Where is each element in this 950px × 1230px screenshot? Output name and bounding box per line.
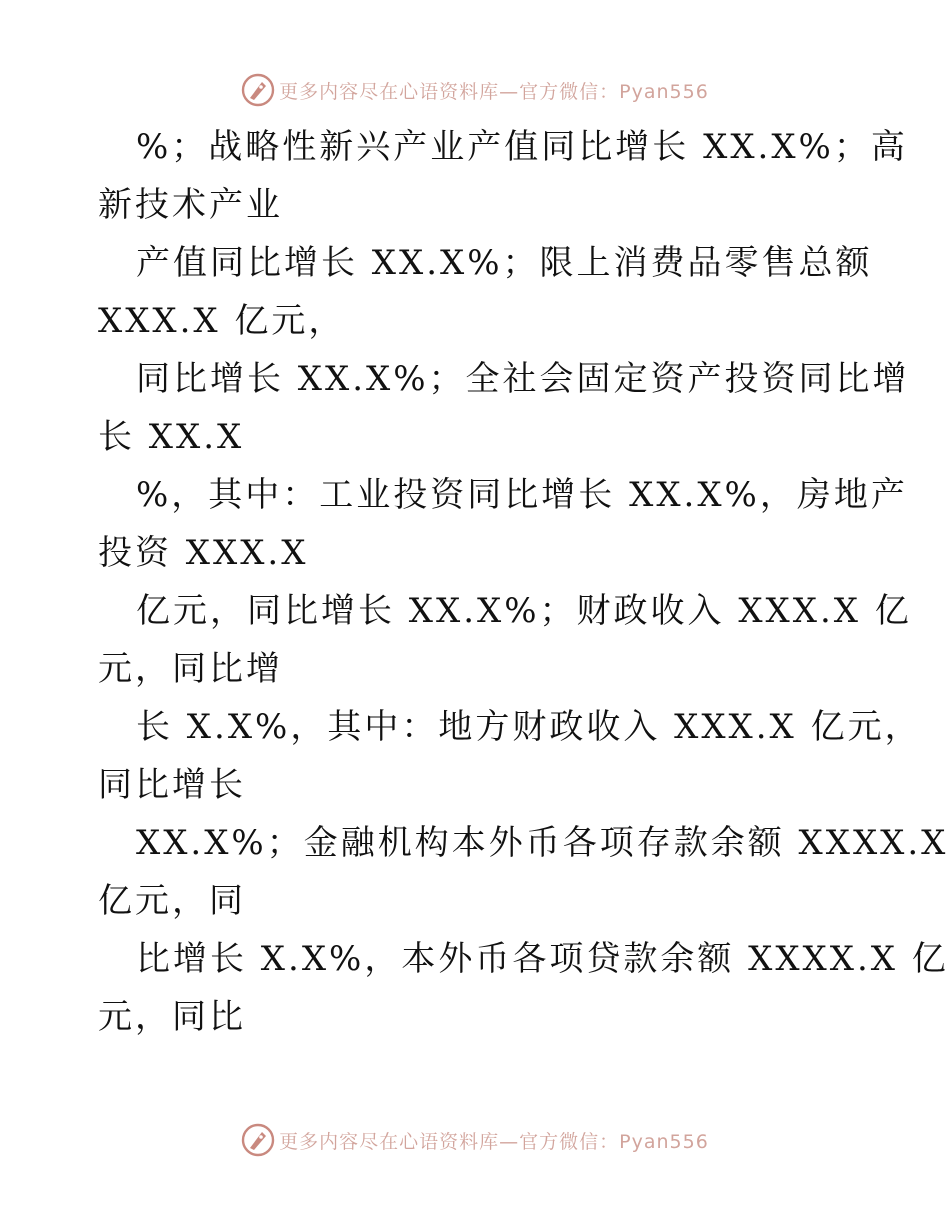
document-line: 投资 XXX.X — [98, 533, 309, 573]
document-line: 新技术产业 — [98, 185, 283, 225]
header-watermark-inner — [241, 73, 709, 107]
document-line: 亿元，同比增长 XX.X%；财政收入 XXX.X 亿 — [136, 591, 912, 631]
document-line: 亿元，同 — [98, 881, 246, 921]
document-line: XXX.X 亿元， — [98, 301, 346, 341]
footer-watermark-inner — [241, 1123, 709, 1157]
document-line: %；战略性新兴产业产值同比增长 XX.X%；高 — [136, 127, 908, 167]
header-watermark-text: 更多内容尽在心语资料库—官方微信：Pyan556 — [279, 80, 709, 103]
document-line: 长 X.X%，其中：地方财政收入 XXX.X 亿元， — [136, 707, 922, 747]
document-line: 元，同比 — [98, 997, 246, 1037]
document-line: 比增长 X.X%，本外币各项贷款余额 XXXX.X 亿 — [136, 939, 949, 979]
document-line: 元，同比增 — [98, 649, 283, 689]
document-line: 长 XX.X — [98, 417, 245, 457]
footer-watermark-text: 更多内容尽在心语资料库—官方微信：Pyan556 — [279, 1130, 709, 1153]
footer-watermark — [0, 1120, 950, 1160]
header-watermark — [0, 70, 950, 110]
pen-nib-logo-icon — [241, 1123, 275, 1157]
document-line: 同比增长 XX.X%；全社会固定资产投资同比增 — [136, 359, 910, 399]
document-body — [98, 118, 949, 1046]
document-line: 同比增长 — [98, 765, 246, 805]
document-line: XX.X%；金融机构本外币各项存款余额 XXXX.X — [136, 823, 949, 863]
document-line: %，其中：工业投资同比增长 XX.X%，房地产 — [136, 475, 908, 515]
pen-nib-logo-icon — [241, 73, 275, 107]
document-line: 产值同比增长 XX.X%；限上消费品零售总额 — [136, 243, 873, 283]
